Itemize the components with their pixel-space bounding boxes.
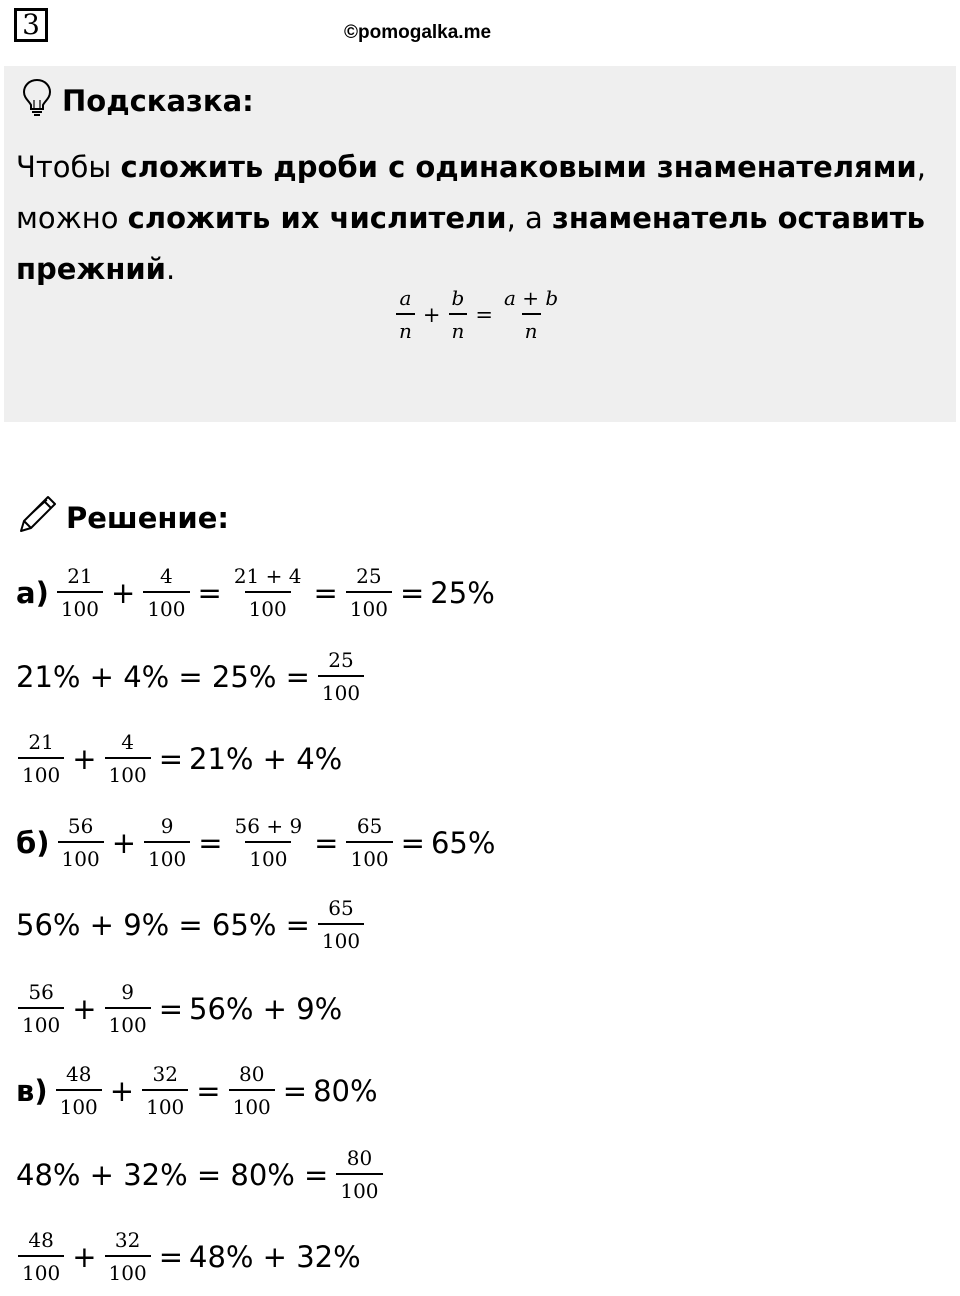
expression-text: 21% + 4% = 25% = (16, 659, 310, 694)
hint-text-part: . (166, 252, 176, 286)
operator: = (158, 741, 183, 776)
expression-text: 65% (430, 825, 496, 860)
fraction (318, 650, 364, 703)
hint-title: Подсказка: (62, 83, 254, 118)
denominator: 100 (229, 1089, 275, 1117)
hint-text-part: , можно (16, 150, 926, 235)
hint-text (16, 142, 936, 295)
solution-line (16, 1230, 367, 1283)
solution-line (16, 566, 501, 619)
fraction (346, 566, 392, 619)
fraction (229, 1064, 275, 1117)
denominator: 100 (318, 675, 364, 703)
numerator: 56 (67, 814, 94, 838)
numerator: 80 (238, 1062, 265, 1086)
denominator: 100 (318, 923, 364, 951)
hint-emphasis: знаменатель оставить прежний (16, 201, 925, 286)
denominator: 100 (18, 1255, 64, 1283)
operator: = (197, 575, 222, 610)
hint-box (4, 66, 956, 422)
item-label: в) (16, 1073, 48, 1108)
fraction: $\frac{b}{n}$ (449, 288, 468, 341)
numerator: 48 (28, 1228, 54, 1252)
numerator: 32 (152, 1062, 178, 1086)
operator: = (313, 575, 338, 610)
pencil-icon (18, 494, 58, 541)
fraction (58, 816, 104, 869)
numerator: 21 + 4 (233, 564, 302, 588)
fraction (18, 982, 64, 1035)
site-watermark: ©pomogalka.me (344, 22, 492, 43)
denominator: 100 (57, 591, 103, 619)
numerator: 32 (114, 1228, 141, 1252)
operator: = (282, 1073, 308, 1108)
fraction (142, 1064, 188, 1117)
numerator: 21 (28, 730, 54, 754)
operator: + (72, 991, 97, 1026)
denominator: 100 (336, 1173, 382, 1201)
numerator: 80 (346, 1146, 373, 1170)
fraction (231, 816, 307, 869)
operator: + (72, 741, 97, 776)
fraction (230, 566, 306, 619)
solution-line (16, 898, 366, 951)
numerator: 25 (328, 648, 354, 672)
hint-emphasis: сложить их числители (127, 201, 507, 235)
operator: = (475, 302, 493, 327)
fraction (336, 1148, 382, 1201)
hint-formula (394, 288, 563, 341)
numerator: 9 (160, 814, 174, 838)
denominator: 100 (18, 1007, 64, 1035)
denominator: 100 (144, 841, 190, 869)
operator: = (400, 825, 425, 860)
solution-line (16, 650, 366, 703)
hint-emphasis: сложить дроби с одинаковыми знаменателями (120, 150, 917, 184)
numerator: 25 (356, 564, 382, 588)
fraction (18, 1230, 64, 1283)
solution-line (16, 732, 348, 785)
solution-title: Решение: (66, 500, 230, 535)
solution-line (16, 816, 501, 869)
expression-text: 21% + 4% (189, 741, 343, 776)
numerator: 65 (356, 814, 383, 838)
hint-text-part: Чтобы (16, 150, 121, 184)
operator: + (111, 575, 136, 610)
numerator: 65 (328, 896, 354, 920)
fraction (318, 898, 364, 951)
item-label: б) (16, 825, 50, 860)
denominator: 100 (18, 757, 64, 785)
operator: = (198, 825, 223, 860)
solution-line (16, 1064, 384, 1117)
numerator: 9 (121, 980, 134, 1004)
expression-text: 48% + 32% = 80% = (16, 1157, 329, 1192)
fraction (57, 566, 103, 619)
expression-text: 56% + 9% (189, 991, 343, 1026)
operator: + (422, 302, 441, 327)
denominator: 100 (142, 1089, 188, 1117)
denominator: 100 (346, 841, 392, 869)
fraction (105, 982, 151, 1035)
denominator: 100 (245, 841, 291, 869)
numerator: 48 (65, 1062, 92, 1086)
operator: = (196, 1073, 221, 1108)
numerator: 56 (28, 980, 54, 1004)
fraction (18, 732, 64, 785)
denominator: 100 (56, 1089, 102, 1117)
fraction (105, 732, 151, 785)
denominator: 100 (105, 1255, 151, 1283)
hint-text-part: , а (506, 201, 553, 235)
operator: + (72, 1239, 97, 1274)
denominator: 100 (346, 591, 392, 619)
operator: = (399, 575, 425, 610)
fraction (346, 816, 392, 869)
numerator: 4 (121, 730, 134, 754)
expression-text: 80% (313, 1073, 378, 1108)
expression-text: 25% (430, 575, 495, 610)
denominator: 100 (143, 591, 189, 619)
operator: = (158, 1239, 183, 1274)
operator: + (109, 1073, 135, 1108)
denominator: 100 (105, 757, 151, 785)
operator: + (111, 825, 137, 860)
expression-text: 48% + 32% (189, 1239, 361, 1274)
solution-heading (18, 494, 229, 541)
numerator: 4 (160, 564, 173, 588)
fraction (144, 816, 190, 869)
solution-line (16, 982, 348, 1035)
denominator: 100 (58, 841, 104, 869)
task-number: 3 (14, 8, 48, 42)
operator: = (158, 991, 183, 1026)
fraction: $\frac{a + b}{n}$ (504, 286, 559, 343)
denominator: 100 (105, 1007, 151, 1035)
solution-line (16, 1148, 385, 1201)
item-label: а) (16, 575, 49, 610)
expression-text: 56% + 9% = 65% = (16, 907, 310, 942)
denominator: 100 (245, 591, 291, 619)
fraction (105, 1230, 151, 1283)
fraction: $\frac{a}{n}$ (396, 288, 415, 341)
fraction (56, 1064, 102, 1117)
fraction (143, 566, 189, 619)
numerator: 21 (67, 564, 93, 588)
numerator: 56 + 9 (234, 814, 303, 838)
lightbulb-icon (22, 78, 52, 123)
hint-heading (22, 78, 254, 123)
operator: = (314, 825, 339, 860)
